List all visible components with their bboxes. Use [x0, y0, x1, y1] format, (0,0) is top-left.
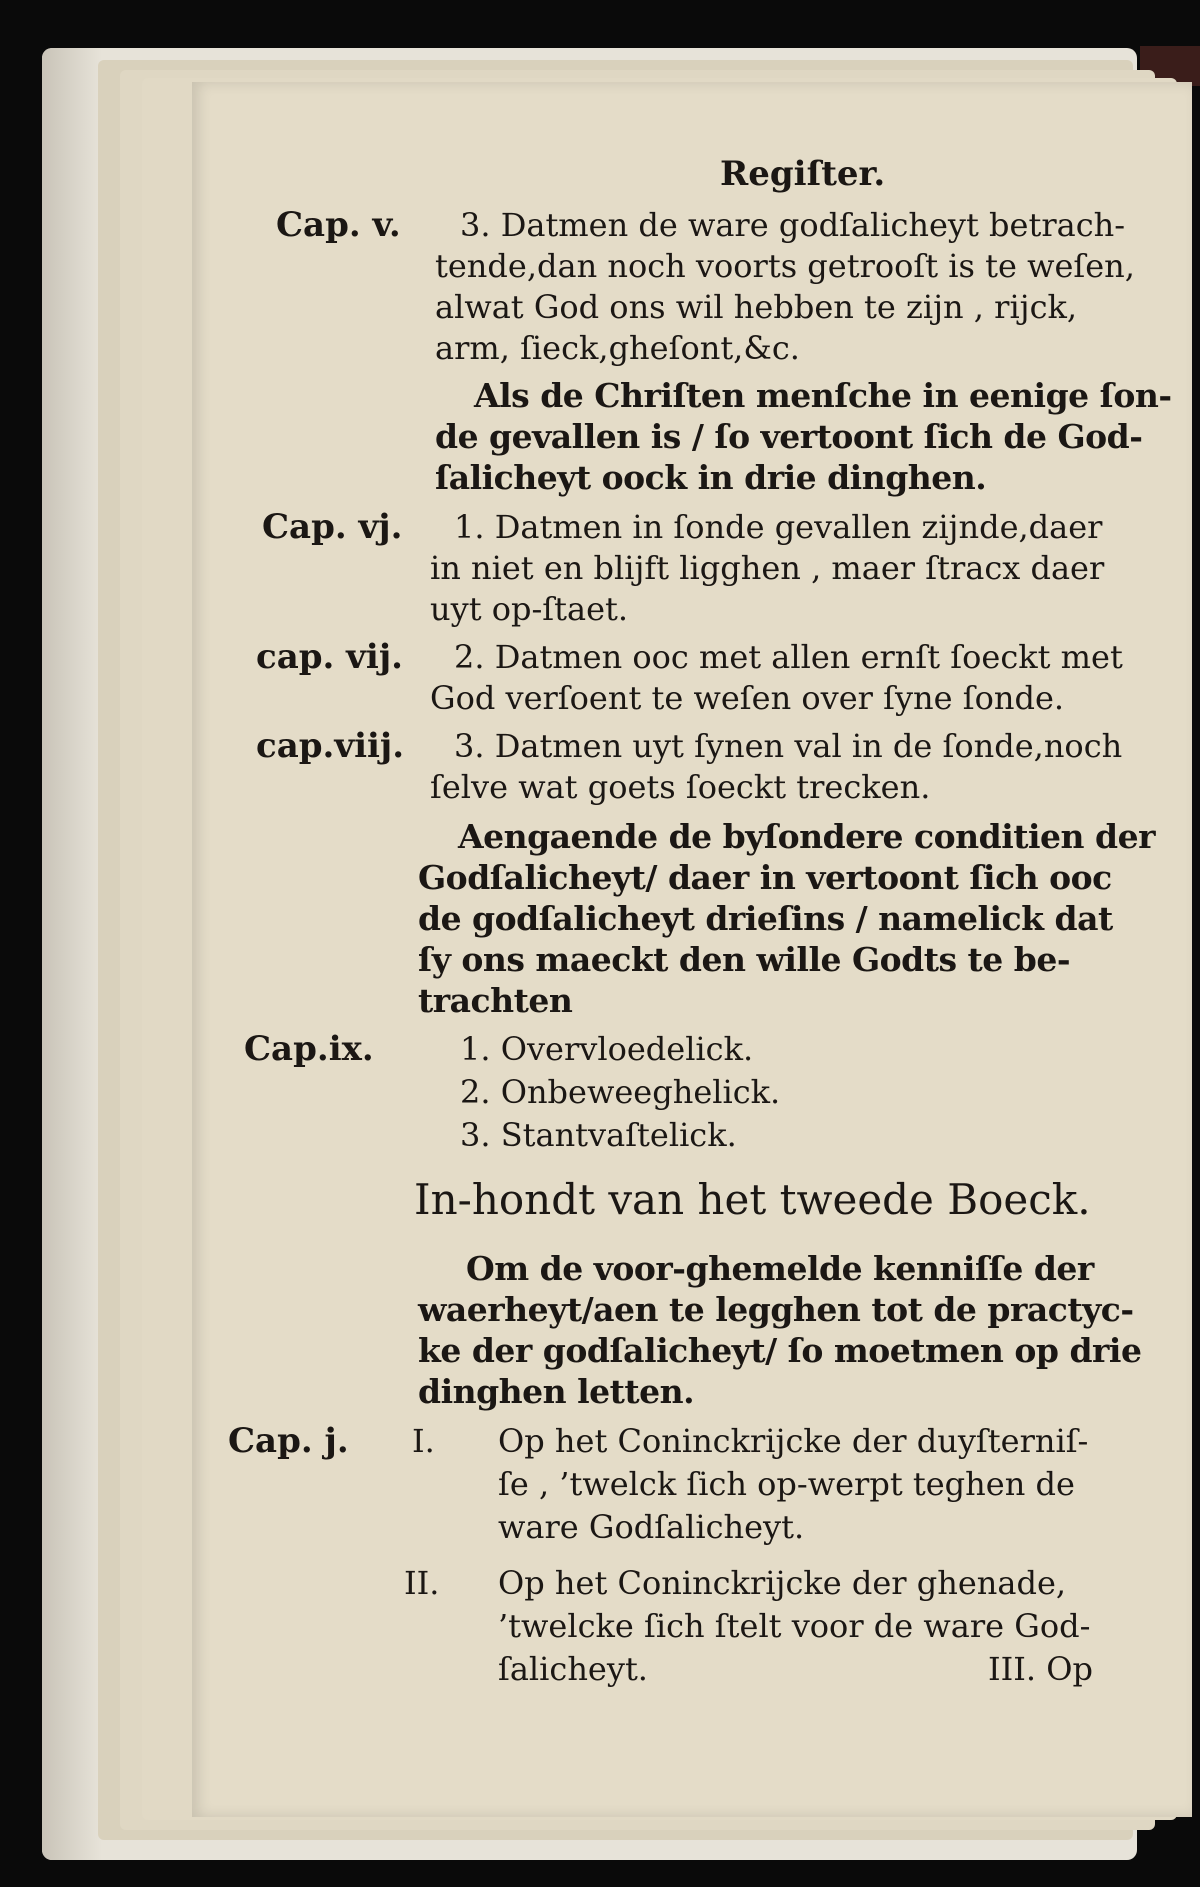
item-I-number: I.	[412, 1422, 435, 1460]
margin-cap-ix: Cap.ix.	[244, 1029, 374, 1069]
book2-intro-line-2: waerheyt/aen te legghen tot de practyc-	[418, 1290, 1134, 1329]
item-II-line-3: ſalicheyt.	[498, 1650, 648, 1688]
margin-cap-v: Cap. v.	[276, 205, 401, 245]
cap-viii-line-1: 3. Datmen uyt ſynen val in de ſonde,noch	[454, 727, 1123, 765]
cap-v-line-3: alwat God ons wil hebben te zijn , rijck,	[435, 288, 1078, 326]
cap-v-line-4: arm, ſieck,gheſont,&c.	[435, 329, 800, 367]
margin-cap-vii: cap. vij.	[256, 637, 403, 677]
margin-cap-vi: Cap. vj.	[262, 507, 403, 547]
intro2-line-3: ſalicheyt oock in drie dinghen.	[435, 458, 987, 497]
cap-ix-line-1: 1. Overvloedelick.	[460, 1030, 754, 1068]
cap-vi-line-2: in niet en blijft ligghen , maer ſtracx daer	[430, 549, 1105, 587]
item-I-line-1: Op het Coninckrijcke der duyſterniſ-	[498, 1422, 1089, 1460]
cap-v-line-2: tende,dan noch voorts getrooſt is te weſen,	[435, 247, 1135, 285]
cap-ix-line-2: 2. Onbeweeghelick.	[460, 1073, 781, 1111]
intro3-line-3: de godſalicheyt drieſins / namelick dat	[418, 899, 1113, 938]
item-I-line-2: ſe , ’twelck ſich op-werpt teghen de	[498, 1465, 1075, 1503]
item-II-number: II.	[404, 1564, 440, 1602]
cap-vi-line-3: uyt op-ſtaet.	[430, 590, 629, 628]
margin-cap-viii: cap.viij.	[256, 726, 405, 766]
catchword: III. Op	[988, 1650, 1093, 1688]
cap-v-line-1: 3. Datmen de ware godſalicheyt betrach-	[460, 206, 1126, 244]
book-page	[192, 82, 1192, 1817]
margin-cap-i: Cap. j.	[228, 1421, 349, 1461]
book2-intro-line-3: ke der godſalicheyt/ ſo moetmen op drie	[418, 1331, 1142, 1370]
section-heading: In-hondt van het tweede Boeck.	[414, 1175, 1091, 1224]
intro2-line-1: Als de Chriſten menſche in eenige ſon-	[474, 376, 1172, 415]
item-II-line-1: Op het Coninckrijcke der ghenade,	[498, 1564, 1067, 1602]
intro3-line-5: trachten	[418, 981, 573, 1020]
cap-vi-line-1: 1. Datmen in ſonde gevallen zijnde,daer	[454, 508, 1103, 546]
book2-intro-line-4: dinghen letten.	[418, 1372, 695, 1411]
intro3-line-2: Godſalicheyt/ daer in vertoont ſich ooc	[418, 858, 1112, 897]
running-head: Regiſter.	[720, 154, 886, 194]
intro3-line-4: ſy ons maeckt den wille Godts te be-	[418, 940, 1071, 979]
item-II-line-2: ’twelcke ſich ſtelt voor de ware God-	[498, 1607, 1091, 1645]
cap-vii-line-1: 2. Datmen ooc met allen ernſt ſoeckt met	[454, 638, 1123, 676]
intro2-line-2: de gevallen is / ſo vertoont ſich de God-	[435, 417, 1143, 456]
cap-vii-line-2: God verſoent te weſen over ſyne ſonde.	[430, 679, 1065, 717]
item-I-line-3: ware Godſalicheyt.	[498, 1508, 805, 1546]
intro3-line-1: Aengaende de byſondere conditien der	[458, 817, 1155, 856]
book2-intro-line-1: Om de voor-ghemelde kenniſſe der	[466, 1249, 1094, 1288]
cap-viii-line-2: ſelve wat goets ſoeckt trecken.	[430, 768, 931, 806]
cover-shadow	[42, 48, 102, 1860]
cap-ix-line-3: 3. Stantvaſtelick.	[460, 1116, 737, 1154]
